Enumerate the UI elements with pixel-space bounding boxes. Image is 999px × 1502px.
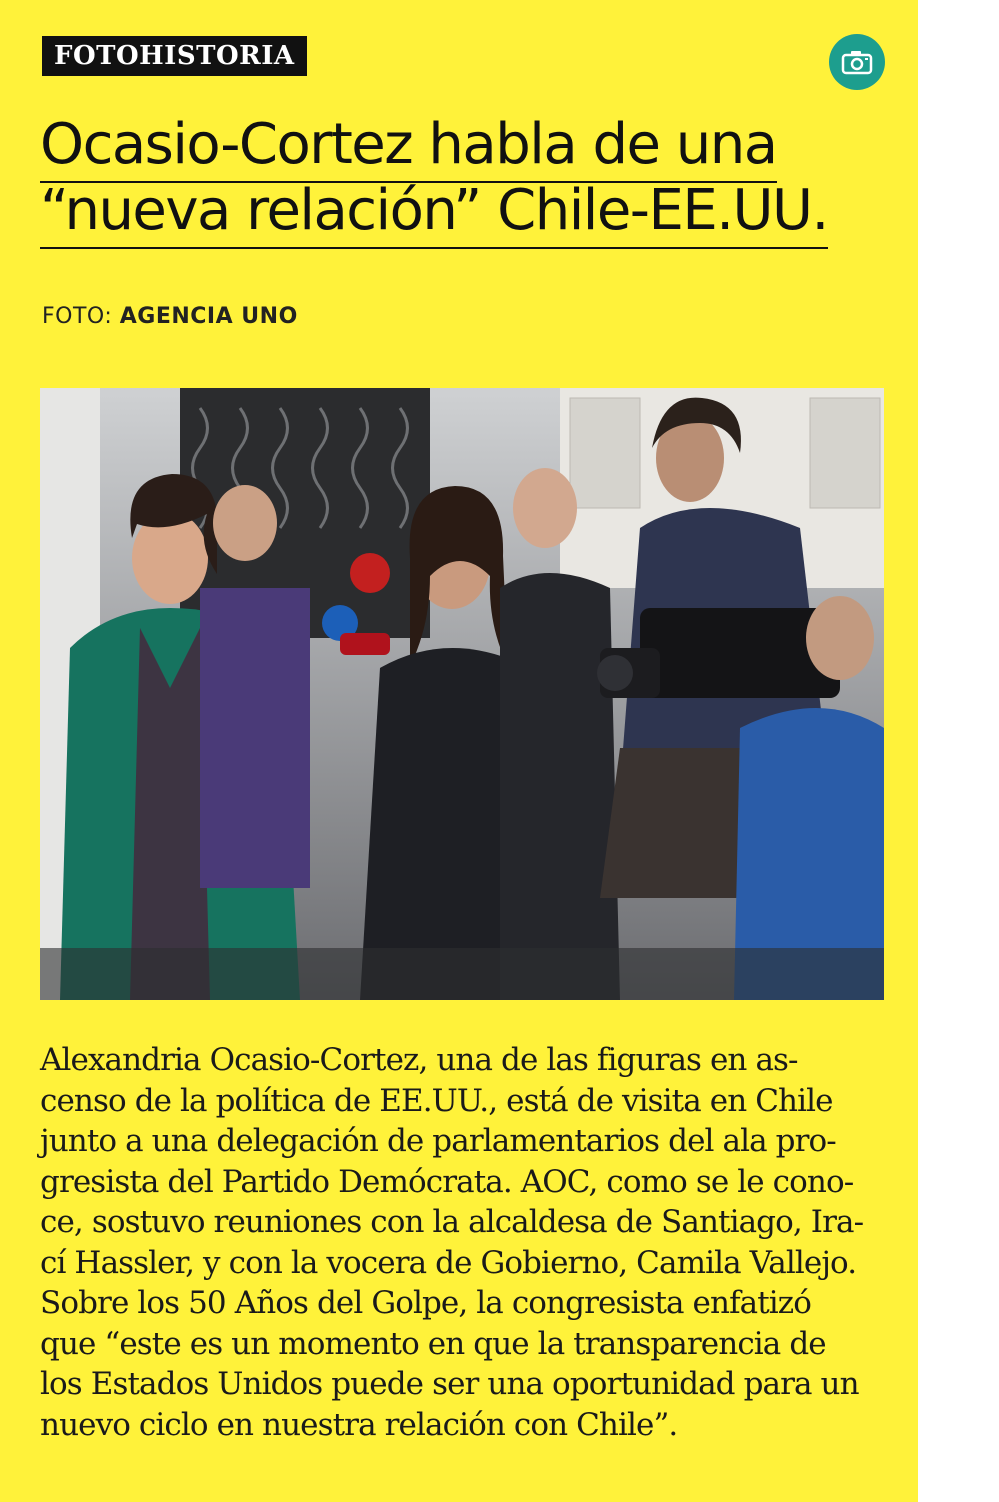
body-line: los Estados Unidos puede ser una oportunidad para un (40, 1366, 859, 1402)
body-line: que “este es un momento en que la transparencia de (40, 1325, 826, 1362)
news-photo (40, 388, 884, 1000)
body-line: cí Hassler, y con la vocera de Gobierno, Camila Vallejo. (40, 1244, 857, 1281)
section-tag: FOTOHISTORIA (42, 36, 307, 76)
headline-line-2: “nueva relación” Chile-EE.UU. (40, 178, 828, 249)
body-line: Alexandria Ocasio-Cortez, una de las figuras en as- (40, 1042, 798, 1078)
body-line: censo de la política de EE.UU., está de visita en Chile (40, 1082, 833, 1119)
photo-credit-prefix: FOTO: (42, 304, 113, 329)
body-line: nuevo ciclo en nuestra relación con Chile”. (40, 1406, 678, 1443)
headline-line-1: Ocasio-Cortez habla de una (40, 112, 777, 183)
body-line: junto a una delegación de parlamentarios del ala pro- (40, 1123, 836, 1159)
photo-credit-agency: AGENCIA UNO (119, 304, 298, 329)
body-line: ce, sostuvo reuniones con la alcaldesa de Santiago, Ira- (40, 1204, 864, 1240)
body-line: Sobre los 50 Años del Golpe, la congresista enfatizó (40, 1285, 811, 1321)
headline (40, 112, 900, 244)
article-body (40, 1040, 888, 1445)
body-line: gresista del Partido Demócrata. AOC, como se le cono- (40, 1163, 854, 1200)
camera-icon (829, 34, 885, 90)
photo-credit (42, 304, 298, 329)
